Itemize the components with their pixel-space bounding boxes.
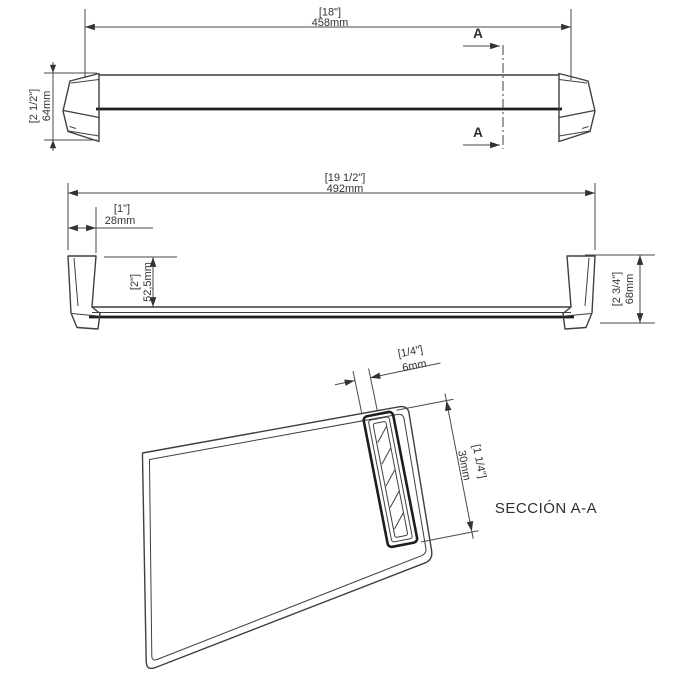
dim-label-inches: [2 3/4"] (611, 271, 623, 307)
section-title: SECCIÓN A-A (494, 500, 598, 517)
section-marker-top: A (473, 26, 483, 41)
dim-label-inches: [2 1/2"] (28, 88, 40, 124)
section-marker-bottom: A (473, 125, 483, 140)
dim-label-mm: 68mm (624, 273, 636, 305)
dim-label-mm: 30mm (455, 449, 473, 482)
dim-label-mm: 6mm (401, 357, 428, 375)
dim-label-inches: [18"] (318, 6, 342, 19)
dim-label-inches: [1"] (113, 203, 131, 215)
dim-label-inches: [2"] (129, 273, 141, 291)
dim-label-inches: [1/4"] (396, 343, 424, 361)
dim-label-inches: [19 1/2"] (324, 172, 366, 184)
dim-label-mm: 28mm (104, 215, 136, 227)
dim-label-mm: 64mm (41, 90, 53, 122)
dim-label-mm: 458mm (311, 17, 349, 29)
dim-label-mm: 52,5mm (142, 262, 154, 302)
dim-label-mm: 492mm (326, 183, 364, 195)
dim-label-inches: [1 1/4"] (469, 443, 489, 480)
